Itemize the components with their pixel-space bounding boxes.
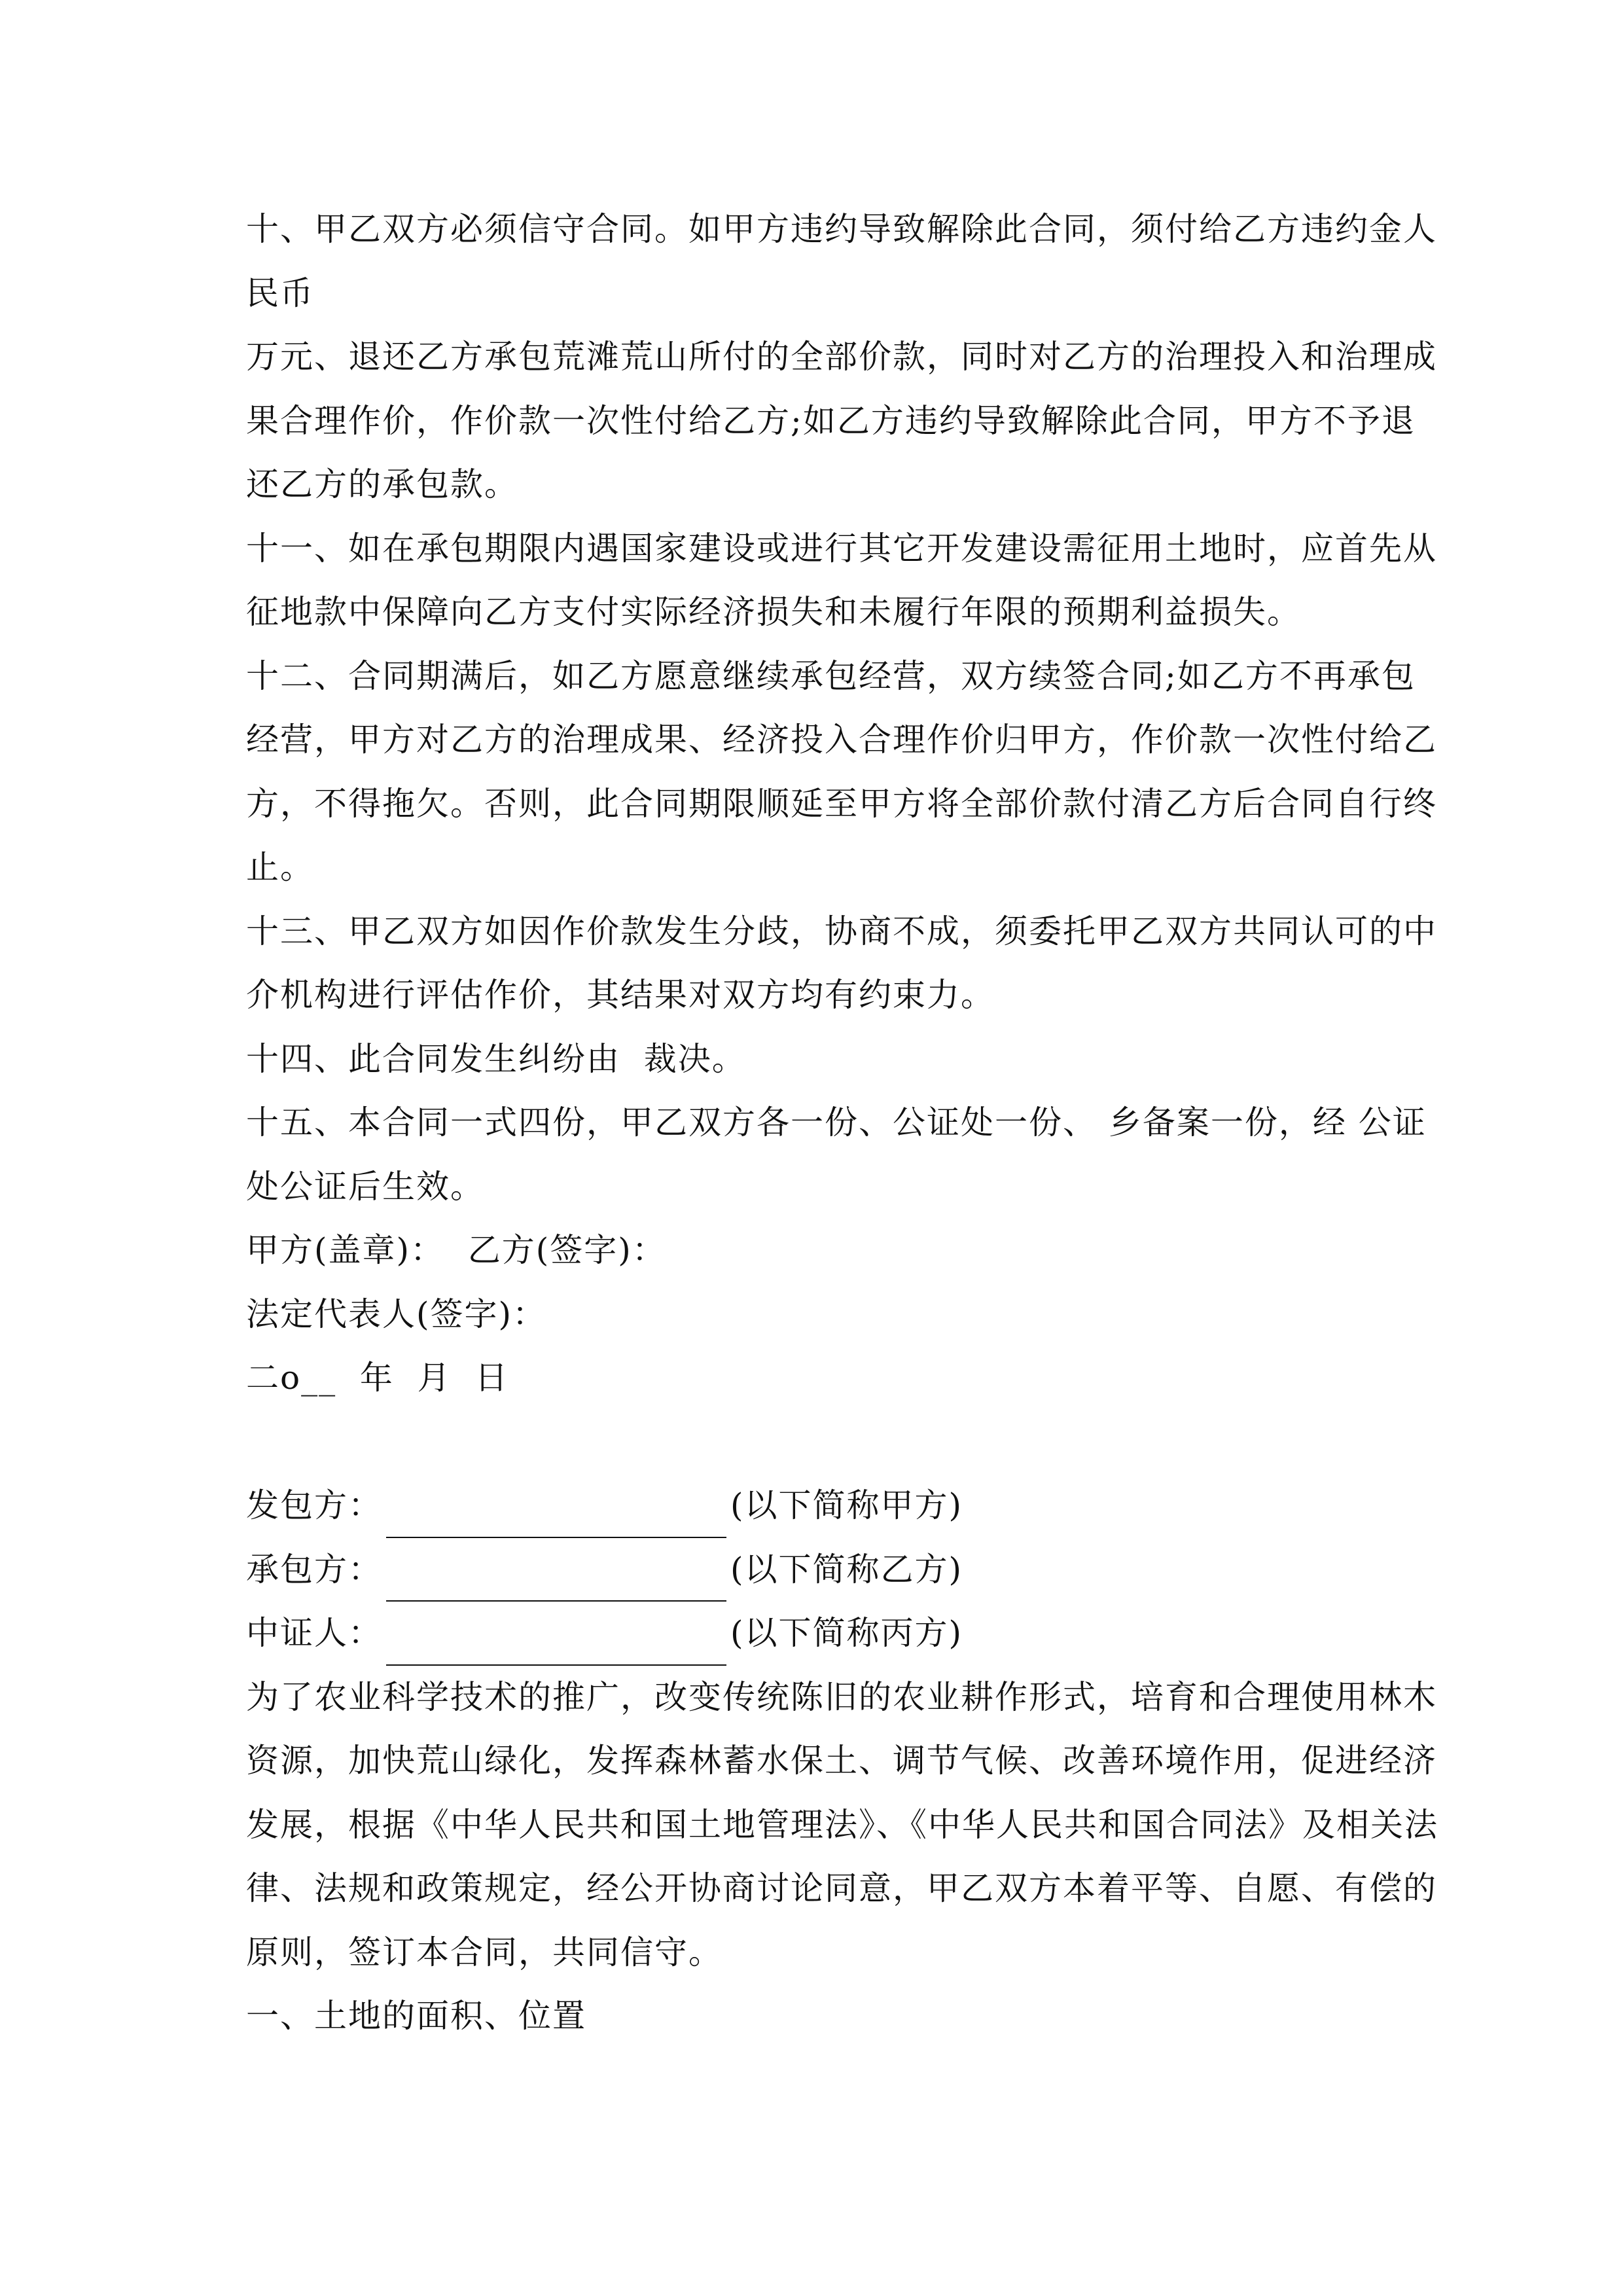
clause-13-line-2: 介机构进行评估作价，其结果对双方均有约束力。: [246, 976, 995, 1014]
preamble-line-5: 原则，签订本合同，共同信守。: [246, 1933, 722, 1971]
preamble-line-1: 为了农业科学技术的推广，改变传统陈旧的农业耕作形式，培育和合理使用林木: [246, 1677, 1437, 1716]
preamble-line-3: 发展，根据《中华人民共和国土地管理法》、《中华人民共和国合同法》及相关法: [246, 1805, 1438, 1844]
party-note: (以下简称乙方): [730, 1550, 963, 1588]
clause-12-line-3: 方，不得拖欠。否则，此合同期限顺延至甲方将全部价款付清乙方后合同自行终: [246, 784, 1437, 823]
party-name-blank[interactable]: [386, 1557, 726, 1602]
clause-10-line-2: 民币: [246, 274, 314, 312]
clause-10-line-5: 还乙方的承包款。: [246, 465, 518, 503]
document-body: [246, 198, 1438, 2049]
party-name-blank[interactable]: [386, 1494, 726, 1538]
party-field-contractor: [246, 1538, 1378, 1602]
party-note: (以下简称丙方): [730, 1614, 963, 1652]
party-field-issuer: [246, 1474, 1378, 1538]
party-field-witness: [246, 1602, 1378, 1666]
clause-15-line-1: 十五、本合同一式四份，甲乙双方各一份、公证处一份、 乡备案一份，经 公证: [246, 1103, 1427, 1141]
clause-11-line-2: 征地款中保障向乙方支付实际经济损失和未履行年限的预期利益损失。: [246, 593, 1301, 631]
clause-12-line-2: 经营，甲方对乙方的治理成果、经济投入合理作价归甲方，作价款一次性付给乙: [246, 721, 1437, 759]
clause-14-line-1: 十四、此合同发生纠纷由 裁决。: [246, 1039, 746, 1078]
clause-12-line-1: 十二、合同期满后，如乙方愿意继续承包经营，双方续签合同;如乙方不再承包: [246, 656, 1416, 695]
party-label: 中证人：: [246, 1614, 382, 1652]
section-heading: 一、土地的面积、位置: [246, 1997, 586, 2035]
preamble-line-2: 资源，加快荒山绿化，发挥森林蓄水保土、调节气候、改善环境作用，促进经济: [246, 1742, 1437, 1780]
spacer: [246, 1410, 1378, 1475]
party-name-blank[interactable]: [386, 1621, 726, 1666]
clause-10-line-3: 万元、退还乙方承包荒滩荒山所付的全部价款，同时对乙方的治理投入和治理成: [246, 338, 1437, 376]
clause-11-line-1: 十一、如在承包期限内遇国家建设或进行其它开发建设需征用土地时，应首先从: [246, 529, 1437, 567]
party-note: (以下简称甲方): [730, 1486, 963, 1524]
signature-date: 二o__ 年 月 日: [246, 1359, 509, 1397]
preamble-line-4: 律、法规和政策规定，经公开协商讨论同意，甲乙双方本着平等、自愿、有偿的: [246, 1869, 1437, 1907]
party-label: 发包方：: [246, 1486, 382, 1524]
signature-legal-rep: 法定代表人(签字)：: [246, 1295, 547, 1333]
clause-13-line-1: 十三、甲乙双方如因作价款发生分歧，协商不成，须委托甲乙双方共同认可的中: [246, 912, 1437, 950]
clause-12-line-4: 止。: [246, 848, 314, 886]
clause-10-line-1: 十、甲乙双方必须信守合同。如甲方违约导致解除此合同，须付给乙方违约金人: [246, 210, 1437, 248]
signature-party-a-b: 甲方(盖章)： 乙方(签字)：: [246, 1231, 666, 1269]
clause-15-line-2: 处公证后生效。: [246, 1167, 484, 1206]
party-label: 承包方：: [246, 1550, 382, 1588]
clause-10-line-4: 果合理作价，作价款一次性付给乙方;如乙方违约导致解除此合同，甲方不予退: [246, 401, 1416, 440]
